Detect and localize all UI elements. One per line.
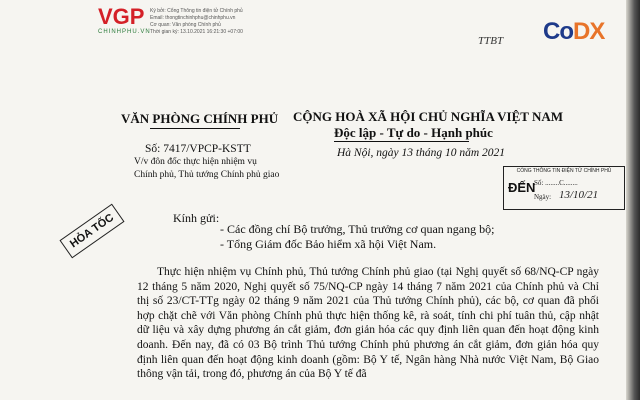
subject-line: V/v đôn đốc thực hiện nhiệm vụ [134, 157, 257, 167]
received-stamp-title: CỔNG THÔNG TIN ĐIỆN TỬ CHÍNH PHỦ [516, 168, 612, 174]
motto-underline [334, 141, 469, 142]
received-stamp-date-label: Ngày: [534, 193, 552, 201]
brand-co: Co [543, 18, 573, 45]
urgency-stamp: HỎA TỐC [59, 204, 124, 259]
codx-watermark-logo [543, 18, 604, 46]
body-text [137, 265, 599, 382]
organization-underline [150, 128, 240, 129]
vgp-logo-text: VGP [98, 4, 145, 29]
signature-line: Ký bởi: Cổng Thông tin điện tử Chính phủ [150, 8, 243, 14]
body-paragraph: Thực hiện nhiệm vụ Chính phủ, Thủ tướng Chính phủ giao (tại Nghị quyết số 68/NQ-CP ngày 12 tháng 5 năm 2020, Nghị quyết số 75/NQ-CP ngày 14 tháng 7 năm 2021 của Chính phủ và Chỉ thị số 23/CT-TTg ngày 02 tháng 9 năm 2021 của Thủ tướng Chính phủ), các bộ, cơ quan đã phối hợp chặt chẽ với Văn phòng Chính phủ thực hiện thống kê, rà soát, tính chi phí tuân thủ, cập nhật dữ liệu và xây dựng phương án cắt giảm, đơn giản hóa các quy định liên quan đến hoạt động kinh doanh. Đến nay, đã có 03 Bộ trình Thủ tướng Chính phủ phương án cắt giảm, đơn giản hóa quy định liên quan đến hoạt động kinh doanh (gồm: Bộ Y tế, Ngân hàng Nhà nước Việt Nam, Bộ Giao thông vận tải, trong đó, phương án của Bộ Y tế đã [137, 266, 599, 381]
national-title: CỘNG HOÀ XÃ HỘI CHỦ NGHĨA VIỆT NAM [293, 109, 564, 124]
subject-line: Chính phủ, Thủ tướng Chính phủ giao [134, 170, 280, 180]
national-motto: Độc lập - Tự do - Hạnh phúc [334, 125, 493, 140]
handwritten-mark: TTBT [478, 35, 504, 47]
signature-line: Cơ quan: Văn phòng Chính phủ [150, 22, 221, 28]
signature-line: Email: thongtinchinhphu@chinhphu.vn [150, 15, 236, 21]
recipient-item: - Các đồng chí Bộ trưởng, Thủ trưởng cơ quan ngang bộ; [220, 222, 495, 236]
received-stamp-number: Số: ........C........ [534, 179, 578, 187]
received-stamp [503, 166, 625, 210]
received-stamp-date: 13/10/21 [559, 189, 599, 201]
document-number: Số: 7417/VPCP-KSTT [145, 143, 251, 155]
vgp-logo-subtitle: CHINHPHU.VN [98, 29, 151, 35]
recipient-item: - Tổng Giám đốc Bảo hiểm xã hội Việt Nam. [220, 237, 437, 251]
signature-line: Thời gian ký: 13.10.2021 16:21:30 +07:00 [150, 29, 243, 35]
vgp-logo [98, 6, 150, 38]
issuing-organization: VĂN PHÒNG CHÍNH PHỦ [121, 111, 279, 126]
viewer-scroll-edge [626, 0, 640, 400]
salutation: Kính gửi: [173, 211, 220, 225]
received-stamp-den: ĐẾN [508, 180, 536, 195]
place-date: Hà Nội, ngày 13 tháng 10 năm 2021 [337, 147, 506, 159]
digital-signature-info [150, 8, 243, 36]
brand-dx: DX [573, 18, 605, 45]
